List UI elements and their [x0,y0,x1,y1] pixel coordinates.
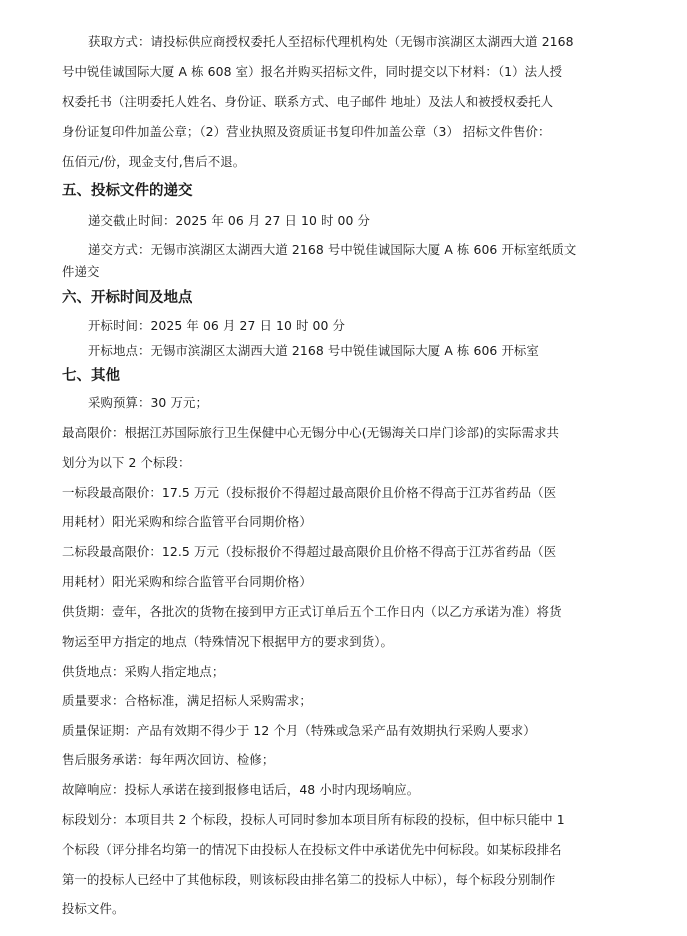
section-5-heading: 五、投标文件的递交 [62,183,193,199]
lot1-line-1: 一标段最高限价：17.5 万元（投标报价不得超过最高限价且价格不得高于江苏省药品（医 [62,485,557,500]
max-price-line-2: 划分为以下 2 个标段： [62,455,191,470]
bid-method-line-2: 件递交 [62,264,100,279]
supply-place: 供货地点：采购人指定地点； [62,664,225,679]
section-7-heading: 七、其他 [62,368,120,384]
acquire-line-3: 权委托书（注明委托人姓名、身份证、联系方式、电子邮件 地址）及法人和被授权委托人 [62,94,554,109]
acquire-line-5: 伍佰元/份，现金支付,售后不退。 [62,154,246,169]
after-sales: 售后服务承诺：每年两次回访、检修； [62,752,275,767]
lot2-line-1: 二标段最高限价：12.5 万元（投标报价不得超过最高限价且价格不得高于江苏省药品（医 [62,544,557,559]
quality-warranty: 质量保证期：产品有效期不得少于 12 个月（特殊或急采产品有效期执行采购人要求） [62,723,536,738]
acquire-line-1: 获取方式：请投标供应商授权委托人至招标代理机构处（无锡市滨湖区太湖西大道 2168 [88,34,574,49]
supply-period-line-1: 供货期：壹年，各批次的货物在接到甲方正式订单后五个工作日内（以乙方承诺为准）将货 [62,604,562,619]
section-6-heading: 六、开标时间及地点 [62,290,193,306]
lot-division-line-2: 个标段（评分排名均第一的情况下由投标人在投标文件中承诺优先中何标段。如某标段排名 [62,842,562,857]
max-price-line-1: 最高限价：根据江苏国际旅行卫生保健中心无锡分中心(无锡海关口岸门诊部)的实际需求共 [62,425,560,440]
lot2-line-2: 用耗材）阳光采购和综合监管平台同期价格） [62,574,312,589]
acquire-line-4: 身份证复印件加盖公章；（2）营业执照及资质证书复印件加盖公章（3） 招标文件售价： [62,124,551,139]
supply-period-line-2: 物运至甲方指定的地点（特殊情况下根据甲方的要求到货）。 [62,634,394,649]
lot-division-line-4: 投标文件。 [62,901,125,916]
fault-response: 故障响应：投标人承诺在接到报修电话后，48 小时内现场响应。 [62,782,420,797]
quality-requirement: 质量要求：合格标准，满足招标人采购需求； [62,693,312,708]
opening-place: 开标地点：无锡市滨湖区太湖西大道 2168 号中锐佳诚国际大厦 A 栋 606 开标室 [88,343,539,358]
budget: 采购预算：30 万元； [88,395,208,410]
bid-deadline: 递交截止时间：2025 年 06 月 27 日 10 时 00 分 [88,213,371,228]
opening-time: 开标时间：2025 年 06 月 27 日 10 时 00 分 [88,318,346,333]
bid-method-line-1: 递交方式：无锡市滨湖区太湖西大道 2168 号中锐佳诚国际大厦 A 栋 606 开标室纸质文 [88,242,577,257]
lot-division-line-3: 第一的投标人已经中了其他标段，则该标段由排名第二的投标人中标），每个标段分别制作 [62,872,556,887]
lot-division-line-1: 标段划分：本项目共 2 个标段，投标人可同时参加本项目所有标段的投标，但中标只能中 1 [62,812,565,827]
acquire-line-2: 号中锐佳诚国际大厦 A 栋 608 室）报名并购买招标文件，同时提交以下材料：（1）法人授 [62,64,563,79]
lot1-line-2: 用耗材）阳光采购和综合监管平台同期价格） [62,514,312,529]
